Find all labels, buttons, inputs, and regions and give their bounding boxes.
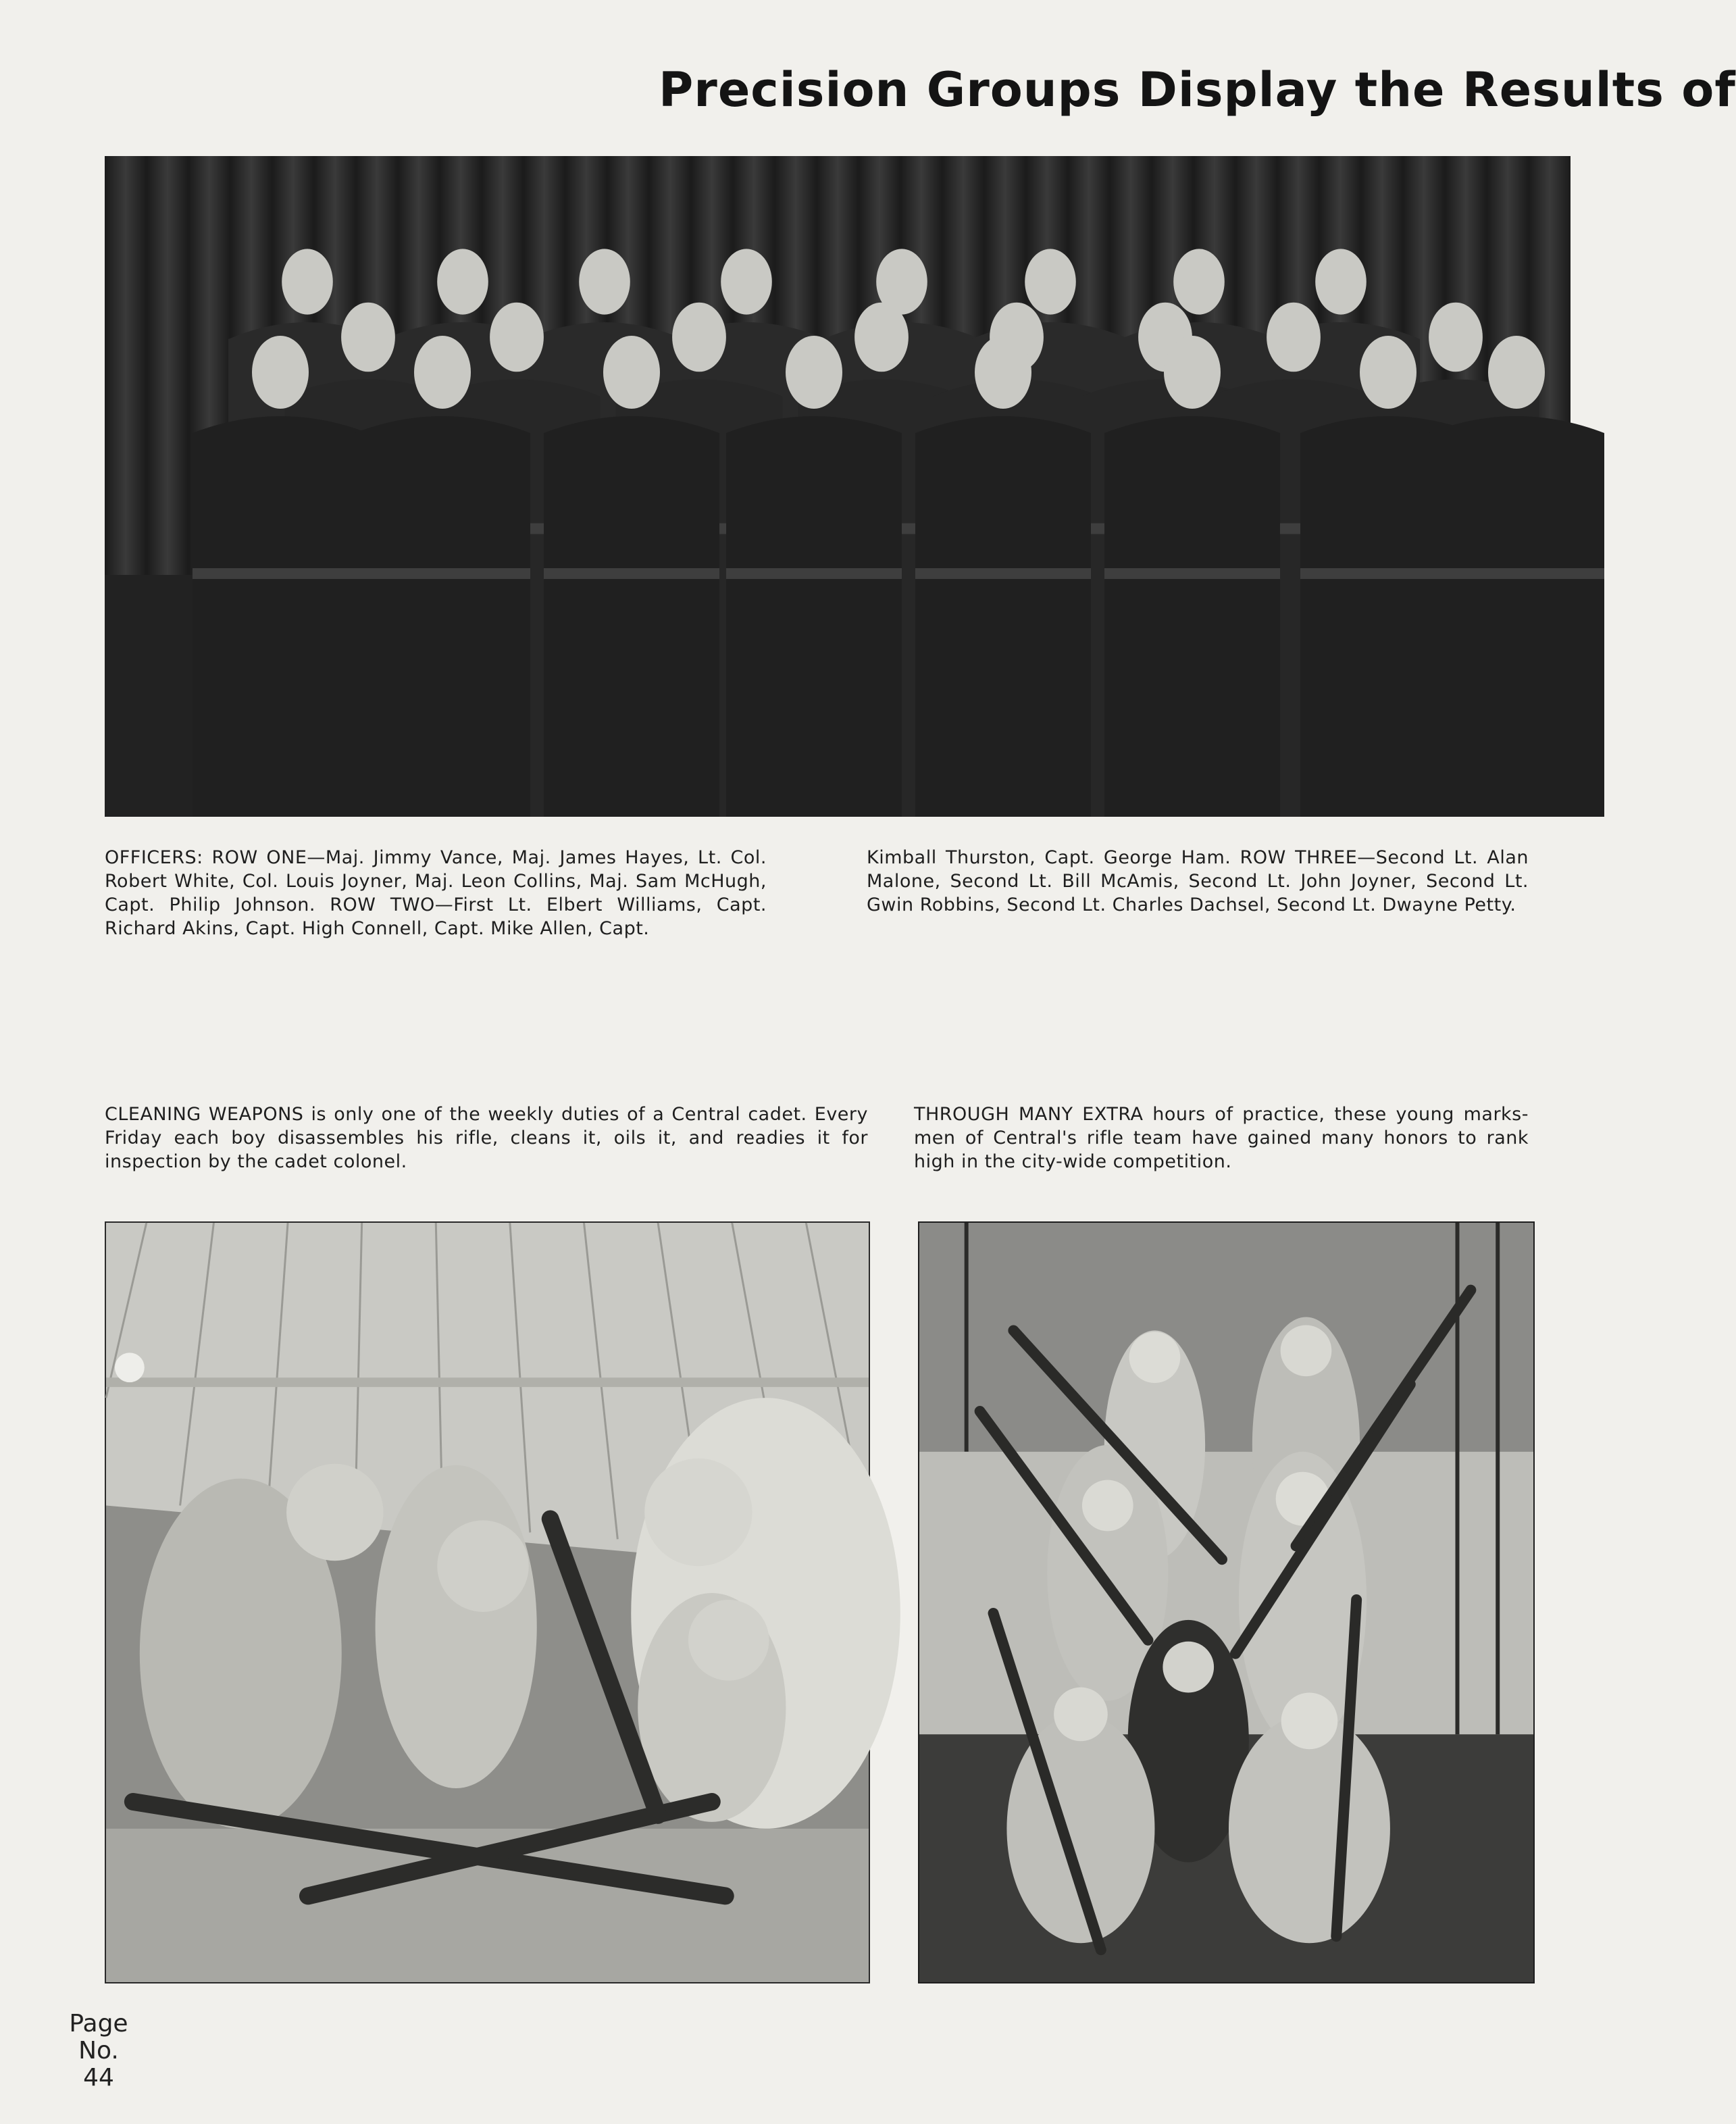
- rifle-team-photo: [918, 1221, 1535, 1983]
- rifle-team-caption: THROUGH MANY EXTRA hours of practice, these young marks-men of Central's rifle team have gained many honors to rank high in the city-wide competition.: [914, 1104, 1529, 1172]
- cleaning-weapons-caption: CLEANING WEAPONS is only one of the weekly duties of a Central cadet. Every Friday each boy disassembles his rifle, cleans it, oils it, and readies it for inspection by the cadet colonel.: [105, 1104, 868, 1172]
- officers-group-photo: [105, 156, 1535, 817]
- page-number-label: Page: [69, 2010, 128, 2038]
- officers-caption-left: OFFICERS: ROW ONE—Maj. Jimmy Vance, Maj. James Hayes, Lt. Col. Robert White, Col. Louis Joyner, Maj. Leon Collins, Maj. Sam McHugh, Capt. Philip Johnson. ROW TWO—First Lt. Elbert Williams, Capt. Richard Akins, Capt. High Connell, Capt. Mike Allen, Capt.: [105, 847, 767, 939]
- cleaning-weapons-photo: [105, 1221, 870, 1983]
- page-number-value: 44: [83, 2064, 114, 2092]
- page-number-abbrev: No.: [78, 2037, 119, 2065]
- page-number: [65, 2011, 132, 2092]
- officers-caption-right: Kimball Thurston, Capt. George Ham. ROW THREE—Second Lt. Alan Malone, Second Lt. Bill McAmis, Second Lt. John Joyner, Second Lt. Gwin Robbins, Second Lt. Charles Dachsel, Second Lt. Dwayne Petty.: [867, 847, 1529, 915]
- page-headline: Precision Groups Display the Results of: [659, 62, 1736, 118]
